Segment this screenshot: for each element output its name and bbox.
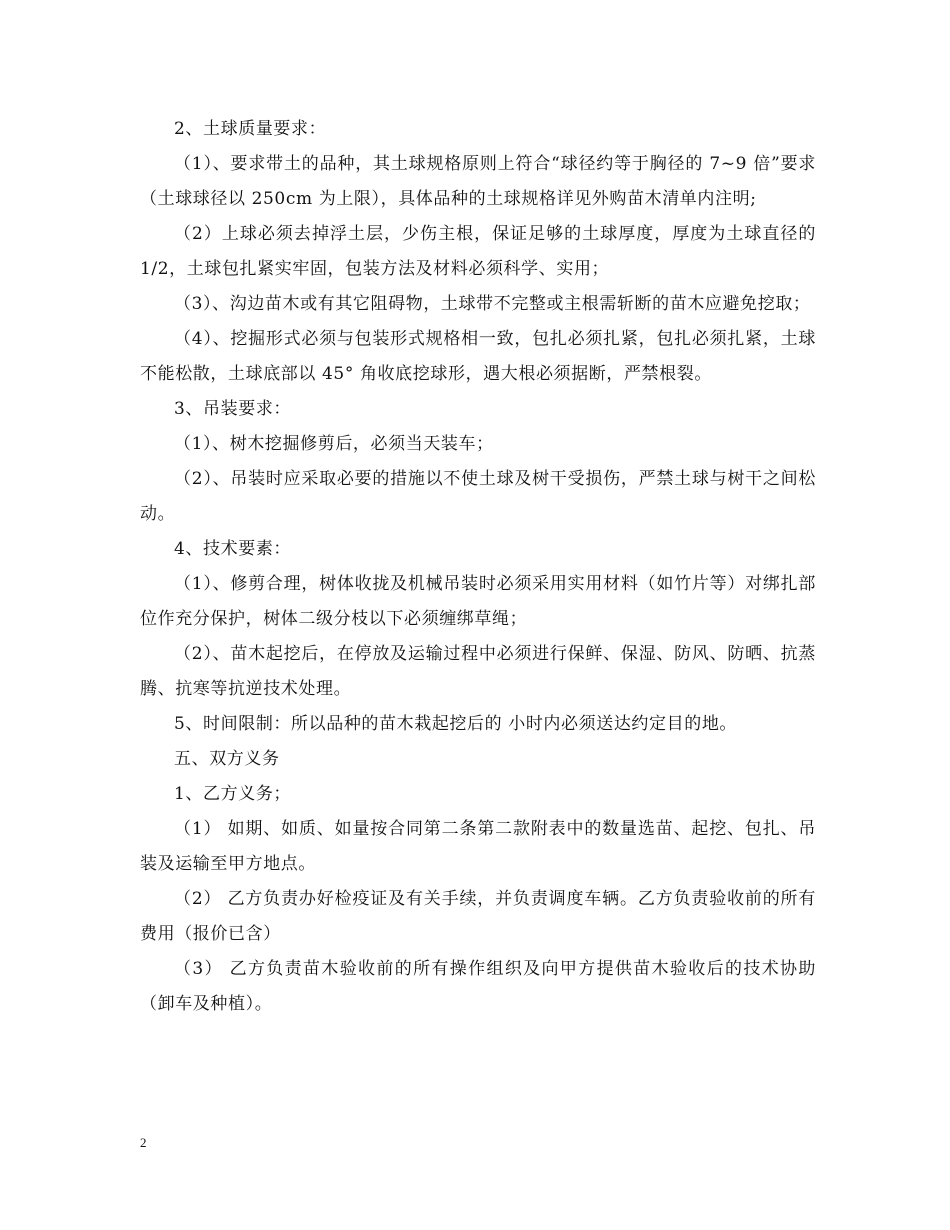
section-heading-technical: 4、技术要素： [174,539,292,559]
page-number: 2 [140,1135,147,1150]
section-heading-obligations: 五、双方义务 [174,749,280,769]
paragraph: （3）、沟边苗木或有其它阻碍物，土球带不完整或主根需斩断的苗木应避免挖取； [174,294,811,314]
paragraph: （2）、苗木起挖后，在停放及运输过程中必须进行保鲜、保湿、防风、防晒、抗蒸腾、抗寒等抗逆技术处理。 [140,644,816,699]
subsection-heading-party-b: 1、乙方义务； [174,784,292,804]
paragraph: （2）上球必须去掉浮土层，少伤主根，保证足够的土球厚度，厚度为土球直径的 1/2，土球包扎紧实牢固，包装方法及材料必须科学、实用； [140,224,816,279]
paragraph: （1）、树木挖掘修剪后，必须当天装车； [174,434,494,454]
paragraph: （1）、要求带土的品种，其土球规格原则上符合“球径约等于胸径的 7~9 倍”要求（土球球径以 250cm 为上限），具体品种的土球规格详见外购苗木清单内注明; [140,154,816,209]
paragraph: （2）、吊装时应采取必要的措施以不使土球及树干受损伤，严禁土球与树干之间松动。 [140,469,816,524]
paragraph: （1） 如期、如质、如量按合同第二条第二款附表中的数量选苗、起挖、包扎、吊装及运输至甲方地点。 [140,819,816,874]
paragraph: （4）、挖掘形式必须与包装形式规格相一致，包扎必须扎紧，包扎必须扎紧，土球不能松散，土球底部以 45° 角收底挖球形，遇大根必须据断，严禁根裂。 [140,329,816,384]
paragraph: （1）、修剪合理，树体收拢及机械吊装时必须采用实用材料（如竹片等）对绑扎部位作充分保护，树体二级分枝以下必须缠绑草绳； [140,574,816,629]
paragraph: （3） 乙方负责苗木验收前的所有操作组织及向甲方提供苗木验收后的技术协助（卸车及种植）。 [140,959,816,1014]
paragraph: （2） 乙方负责办好检疫证及有关手续，并负责调度车辆。乙方负责验收前的所有费用（报价已含） [140,889,816,944]
section-heading-time-limit: 5、时间限制：所以品种的苗木栽起挖后的 小时内必须送达约定目的地。 [174,714,738,734]
document-body [140,112,816,1022]
section-heading-lifting: 3、吊装要求： [174,399,292,419]
section-heading-soil-ball: 2、土球质量要求： [174,119,327,139]
